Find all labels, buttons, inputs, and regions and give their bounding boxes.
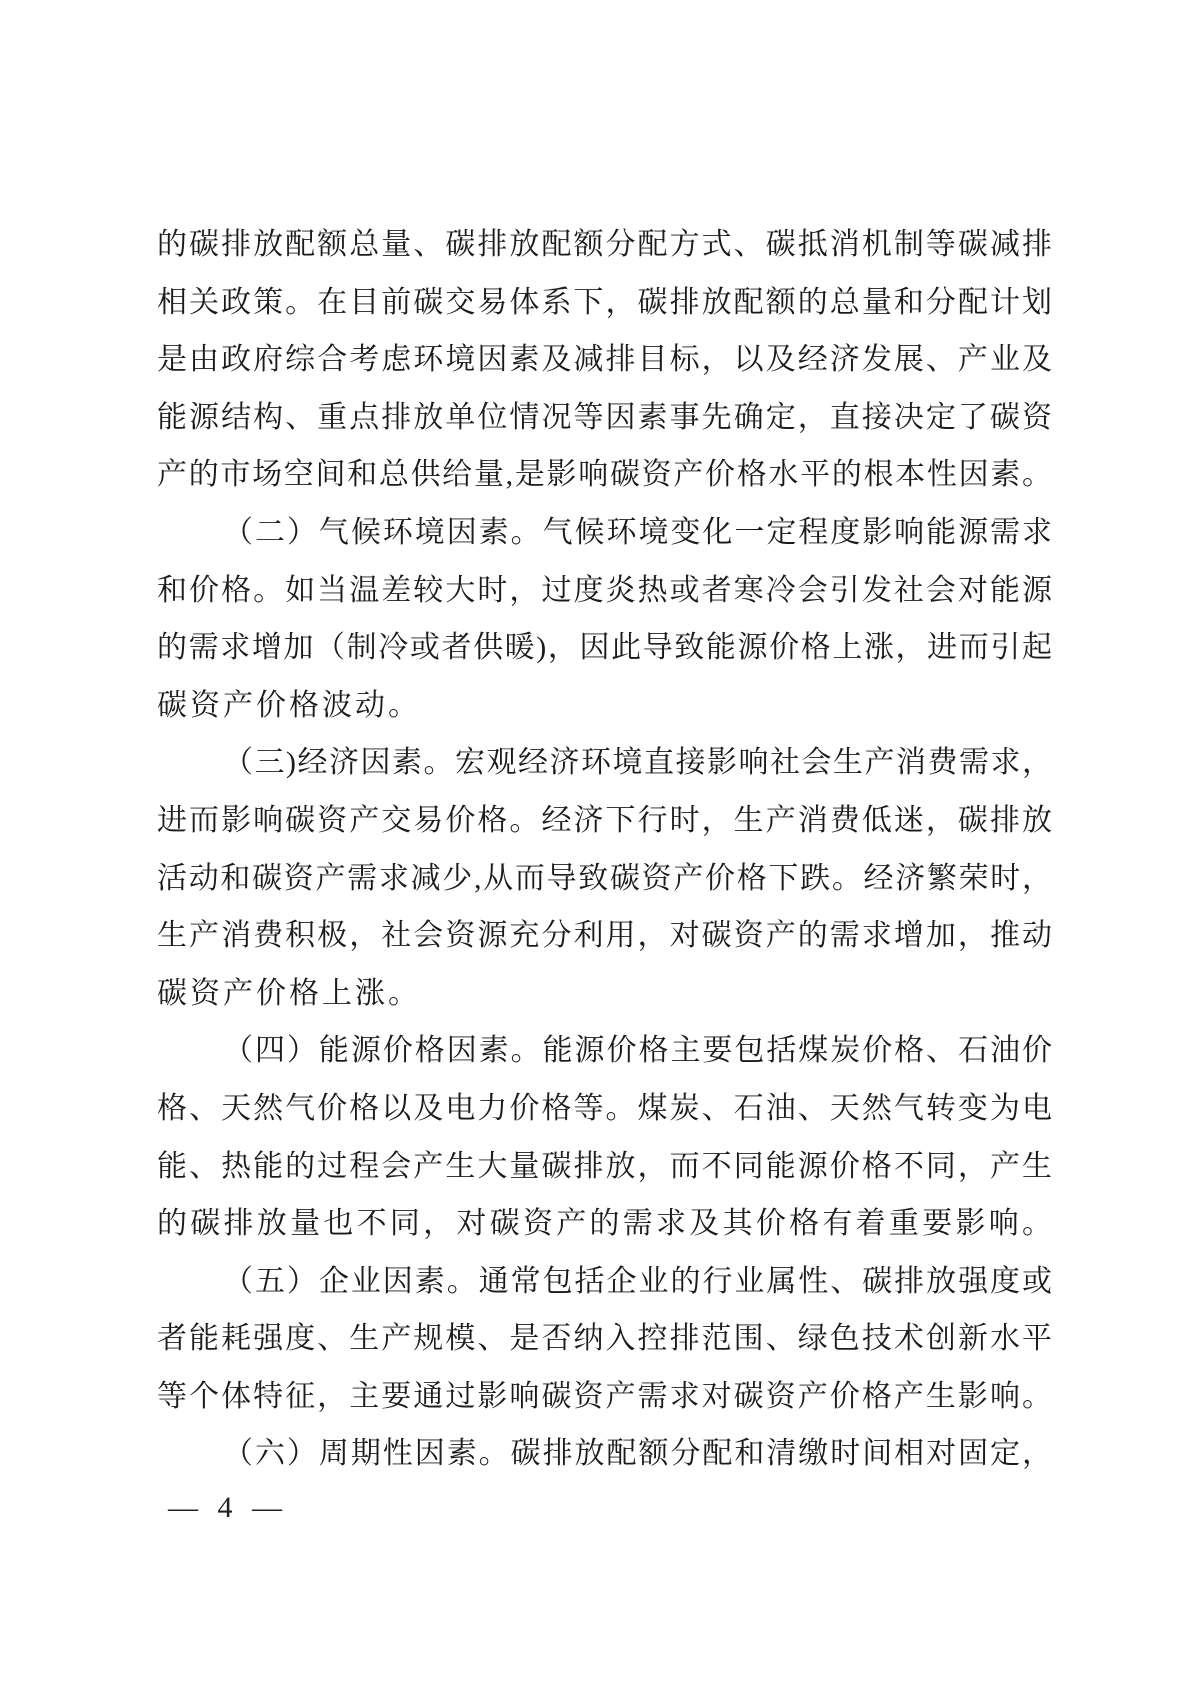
text-line: 碳资产价格上涨。 [157,976,421,1010]
text-line: 格、天然气价格以及电力价格等。煤炭、石油、天然气转变为电 [157,1091,1052,1125]
text-line: 碳资产价格波动。 [157,688,421,722]
text-line: 和价格。如当温差较大时，过度炎热或者寒冷会引发社会对能源 [157,573,1052,607]
text-line: 的碳排放量也不同，对碳资产的需求及其价格有着重要影响。 [157,1207,1052,1241]
page-number: — 4 — [168,1491,288,1524]
section-4-first-line: （四）能源价格因素。能源价格主要包括煤炭价格、石油价 [223,1034,1052,1068]
text-line: 等个体特征，主要通过影响碳资产需求对碳资产价格产生影响。 [157,1379,1052,1413]
document-body [157,216,1052,1483]
text-line: 进而影响碳资产交易价格。经济下行时，生产消费低迷，碳排放 [157,803,1052,837]
text-line: 的碳排放配额总量、碳排放配额分配方式、碳抵消机制等碳减排 [157,228,1052,261]
text-line: 的需求增加（制冷或者供暖)，因此导致能源价格上涨，进而引起 [157,631,1052,665]
text-line: 产的市场空间和总供给量,是影响碳资产价格水平的根本性因素。 [157,458,1052,492]
text-line: 生产消费积极，社会资源充分利用，对碳资产的需求增加，推动 [157,919,1052,953]
text-line: 活动和碳资产需求减少,从而导致碳资产价格下跌。经济繁荣时， [157,861,1052,895]
text-line: 能、热能的过程会产生大量碳排放，而不同能源价格不同，产生 [157,1149,1052,1183]
section-5-first-line: （五）企业因素。通常包括企业的行业属性、碳排放强度或 [223,1264,1052,1298]
text-line: 者能耗强度、生产规模、是否纳入控排范围、绿色技术创新水平 [157,1322,1052,1356]
section-3-first-line: （三)经济因素。宏观经济环境直接影响社会生产消费需求， [223,746,1052,780]
text-line: 是由政府综合考虑环境因素及减排目标，以及经济发展、产业及 [157,343,1052,377]
text-line: 相关政策。在目前碳交易体系下，碳排放配额的总量和分配计划 [157,285,1052,319]
text-line: 能源结构、重点排放单位情况等因素事先确定，直接决定了碳资 [157,400,1052,434]
section-2-first-line: （二）气候环境因素。气候环境变化一定程度影响能源需求 [223,515,1052,549]
section-6-first-line: （六）周期性因素。碳排放配额分配和清缴时间相对固定， [223,1437,1052,1471]
